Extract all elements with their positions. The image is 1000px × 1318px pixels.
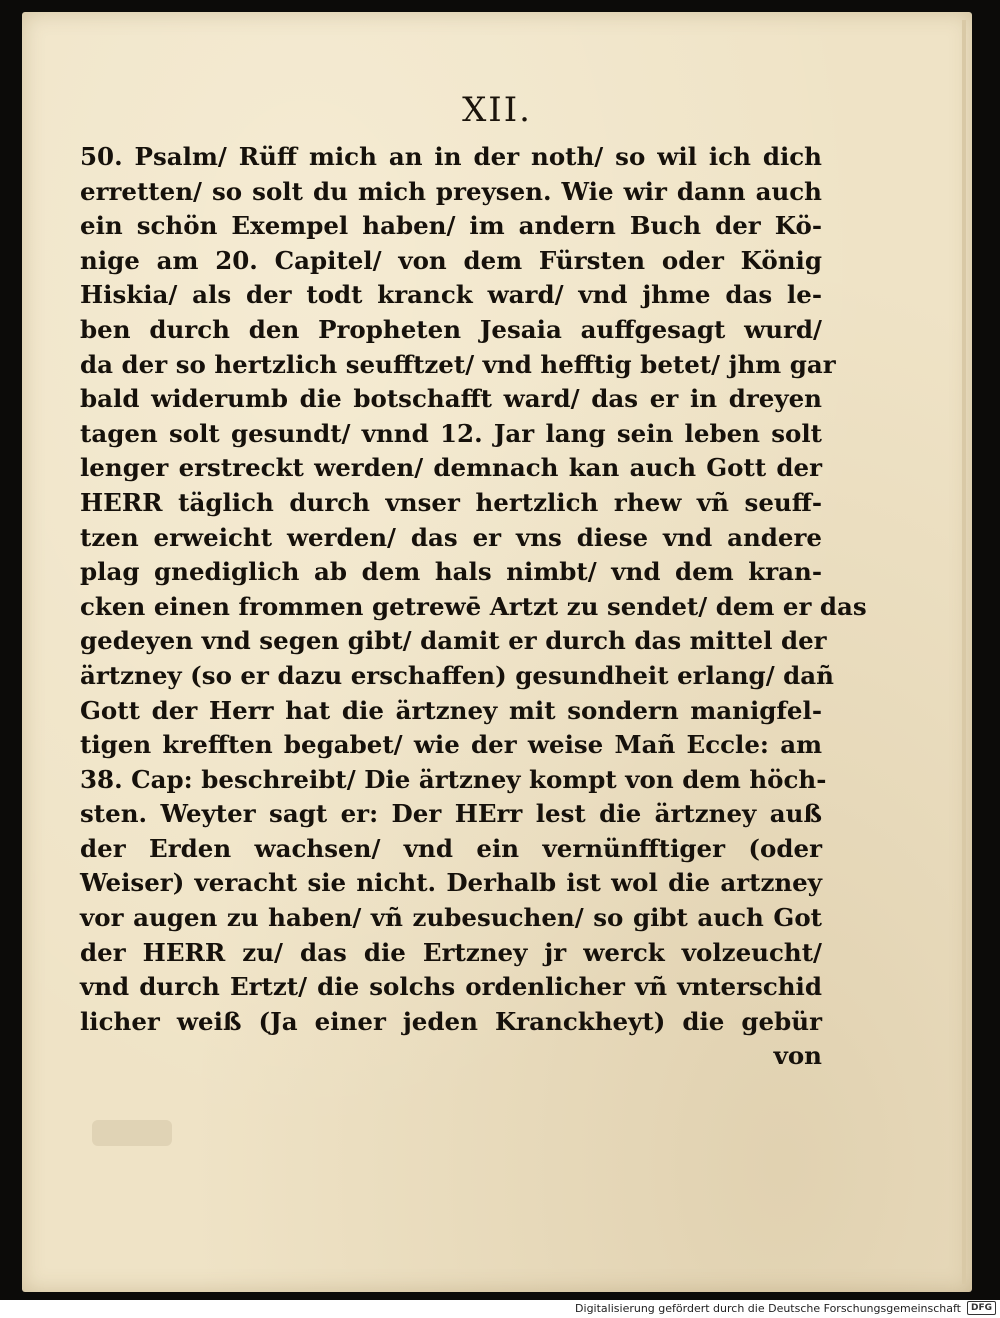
text-line: tzen erweicht werden/ das er vns diese vnd andere [80, 522, 822, 552]
text-line: tigen krefften begabet/ wie der weise Mañ Eccle: am [80, 730, 822, 760]
text-line: ärtzney (so er dazu erschaffen) gesundheit erlang/ dañ [80, 660, 834, 690]
text-line: plag gnediglich ab dem hals nimbt/ vnd dem kran- [80, 557, 822, 587]
text-line: ben durch den Propheten Jesaia auffgesagt wurd/ [80, 314, 822, 344]
text-line: erretten/ so solt du mich preysen. Wie wir dann auch [80, 176, 822, 206]
text-line: vor augen zu haben/ vñ zubesuchen/ so gibt auch Got [80, 903, 822, 933]
text-line: tagen solt gesundt/ vnnd 12. Jar lang sein leben solt [80, 418, 822, 448]
catchword: von [773, 1041, 822, 1071]
text-line: Weiser) veracht sie nicht. Derhalb ist wol die artzney [80, 868, 822, 898]
page-edge [962, 20, 966, 1284]
text-line: licher weiß (Ja einer jeden Kranckheyt) die gebür [80, 1006, 822, 1036]
footer-credit: Digitalisierung gefördert durch die Deutsche Forschungsgemeinschaft [575, 1302, 961, 1315]
dfg-logo-icon: DFG [967, 1301, 996, 1315]
text-block [80, 140, 867, 1074]
text-line: 38. Cap: beschreibt/ Die ärtzney kompt von dem höch- [80, 764, 827, 794]
text-line: gedeyen vnd segen gibt/ damit er durch das mittel der [80, 626, 827, 656]
text-line: vnd durch Ertzt/ die solchs ordenlicher vñ vnterschid [80, 972, 822, 1002]
text-line: 50. Psalm/ Rüff mich an in der noth/ so wil ich dich [80, 142, 822, 171]
text-line: sten. Weyter sagt er: Der HErr lest die ärtzney auß [80, 799, 822, 829]
text-line: lenger erstreckt werden/ demnach kan auch Gott der [80, 453, 822, 483]
text-line: der HERR zu/ das die Ertzney jr werck volzeucht/ [80, 937, 822, 967]
book-page [22, 12, 972, 1292]
text-line: der Erden wachsen/ vnd ein vernünfftiger (oder [80, 833, 822, 863]
footer-bar [0, 1300, 1000, 1318]
text-line: cken einen frommen getrewē Artzt zu sendet/ dem er das [80, 591, 867, 621]
text-line: Hiskia/ als der todt kranck ward/ vnd jhme das le- [80, 280, 822, 310]
text-line: HERR täglich durch vnser hertzlich rhew vñ seuff- [80, 487, 822, 517]
text-line: Gott der Herr hat die ärtzney mit sondern manigfel- [80, 695, 822, 725]
text-line: da der so hertzlich seufftzet/ vnd hefftig betet/ jhm gar [80, 349, 836, 379]
folio-number: XII. [462, 90, 532, 130]
faint-stamp-mark [92, 1120, 172, 1146]
text-line: bald widerumb die botschafft ward/ das er in dreyen [80, 384, 822, 414]
text-line: nige am 20. Capitel/ von dem Fürsten oder König [80, 245, 822, 275]
text-line: ein schön Exempel haben/ im andern Buch der Kö- [80, 211, 822, 241]
